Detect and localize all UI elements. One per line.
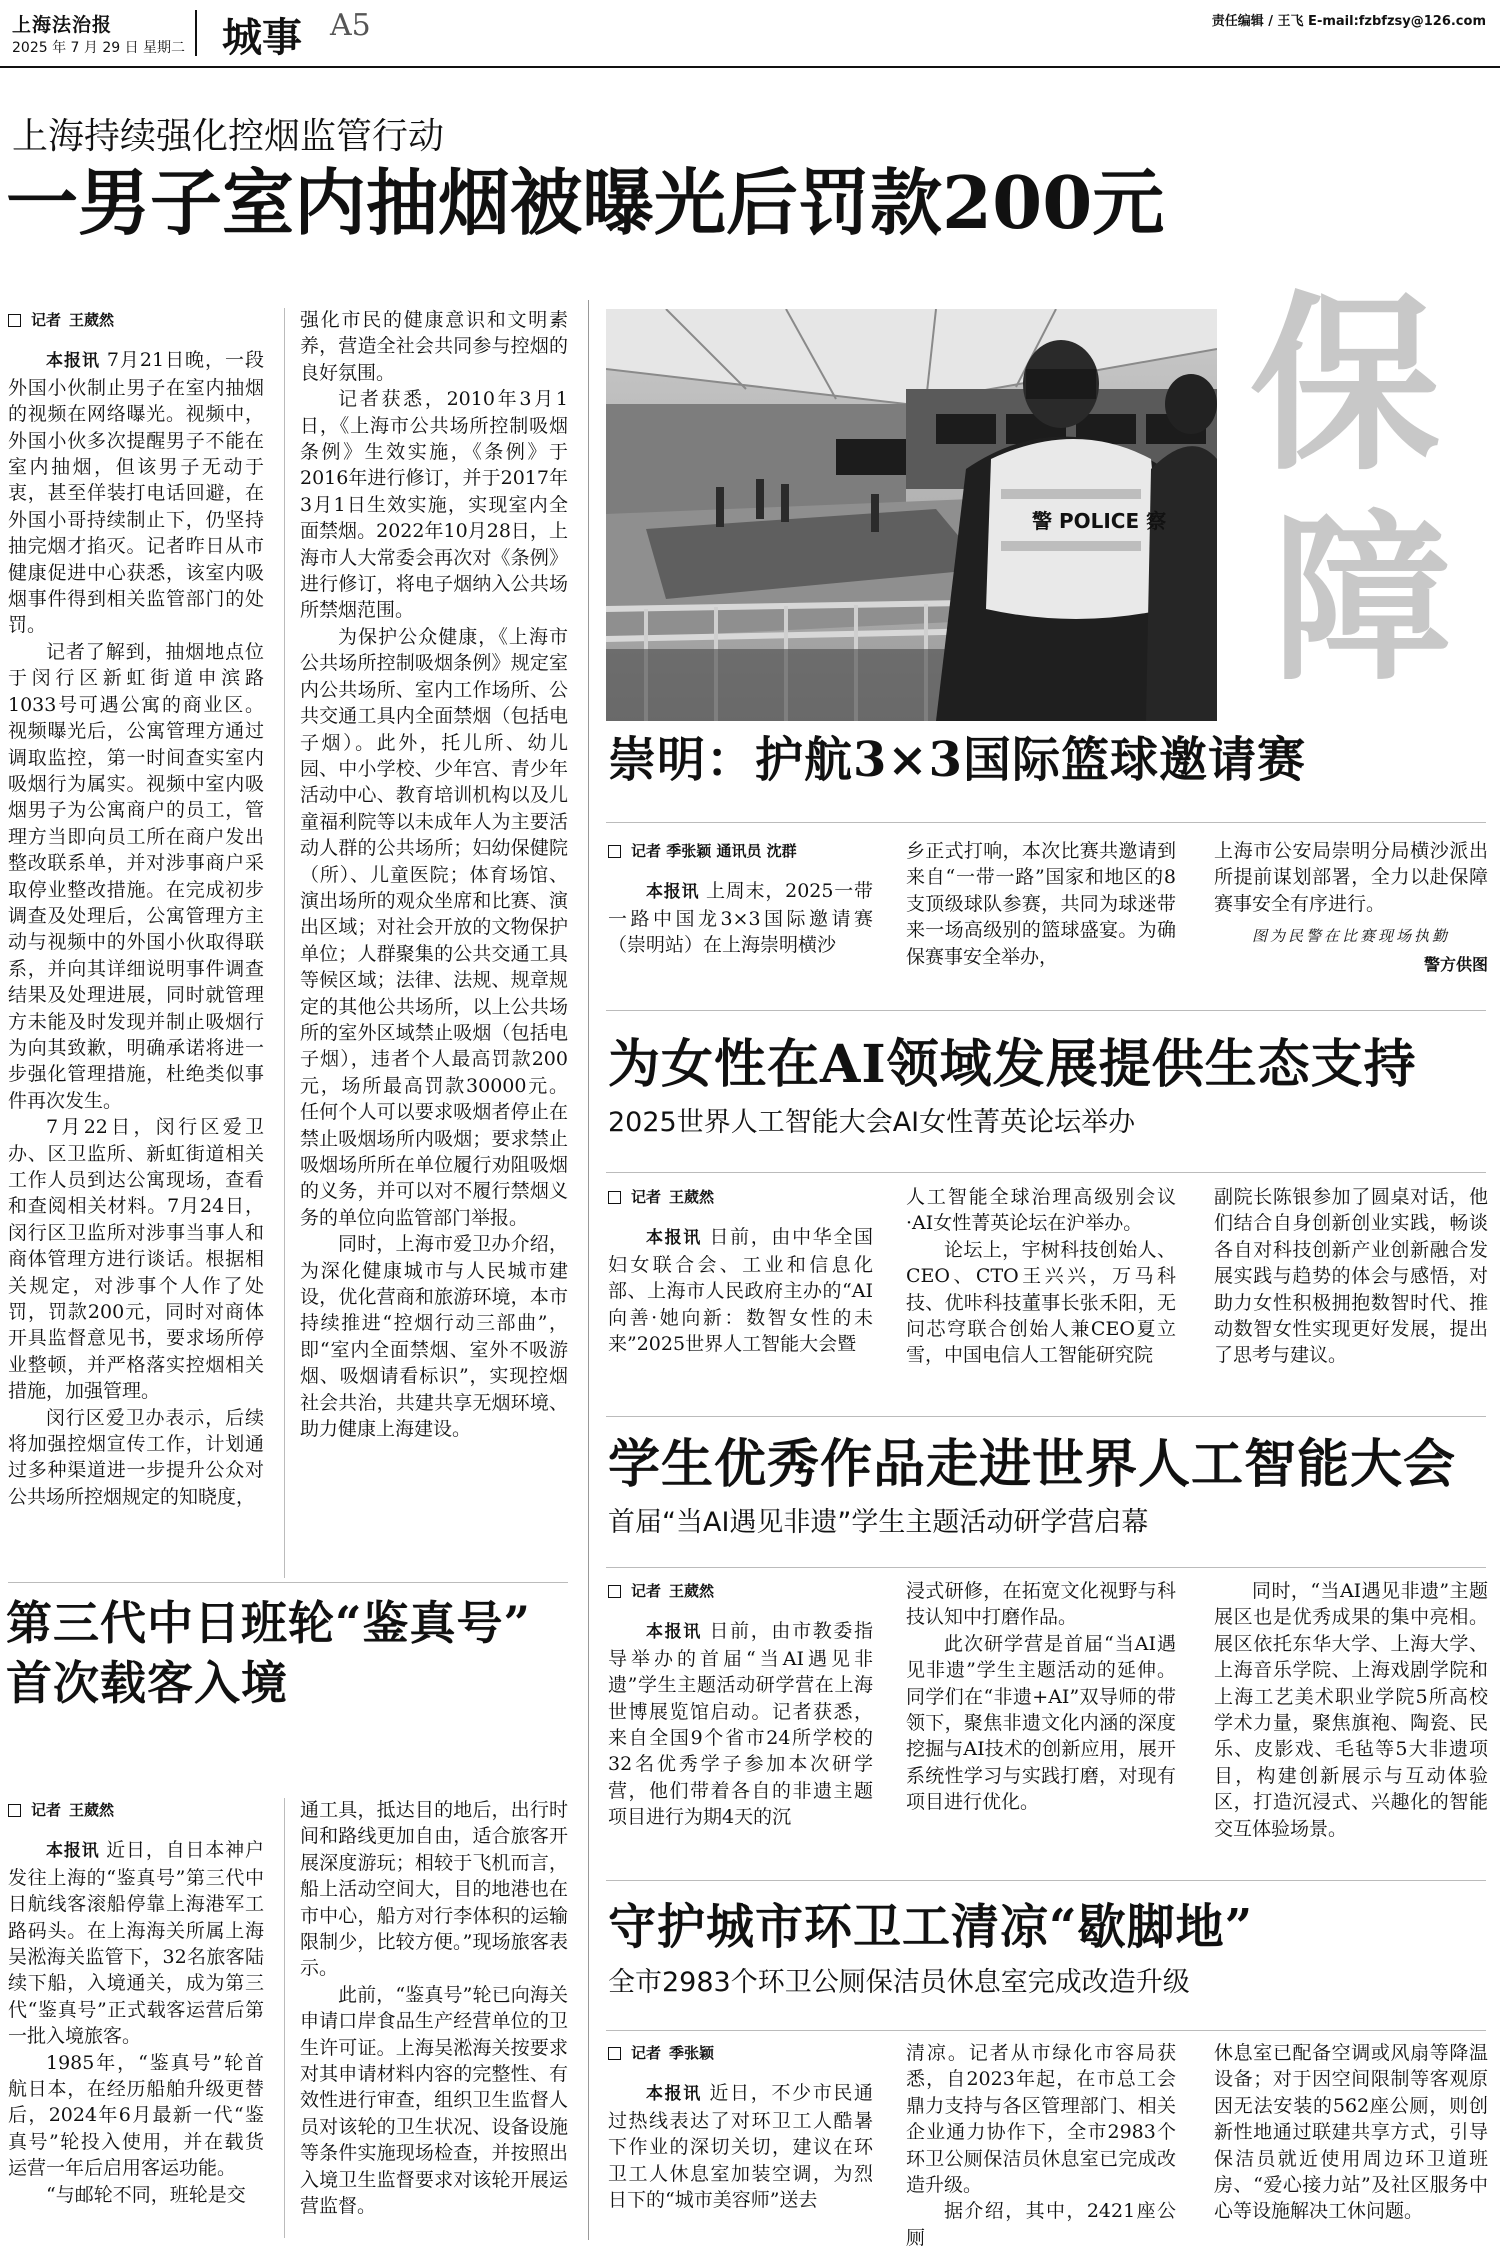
dateline-keyword: 本报讯 [46,1841,107,1862]
paragraph [8,1405,264,1511]
dateline-keyword: 本报讯 [46,351,107,372]
ai-women-col-2-body [906,1184,1176,1369]
paragraph [1214,1184,1488,1369]
basketball-rule [606,822,1486,823]
ship-col-2 [300,1797,568,2220]
ship-col-divider [284,1798,285,2238]
lead-col-2-body [300,307,568,1442]
calligraphy-zhang: 障 [1272,494,1453,705]
paragraph-text: 人工智能全球治理高级别会议·AI女性菁英论坛在沪举办。 [906,1186,1176,1235]
paragraph-text: 休息室已配备空调或风扇等降温设备；对于因空间限制等客观原因无法安装的562座公厕，则创新性地通过联建共享方式，引导保洁员就近使用周边环卫道班房、“爱心接力站”及社区服务中心等设施解决工休问题。 [1214,2042,1488,2223]
ai-women-rule [606,1172,1486,1173]
photo-caption: 图为民警在比赛现场执勤 [1251,927,1450,946]
sanitation-headline: 守护城市环卫工清凉“歇脚地” [608,1899,1254,1955]
paragraph [906,1184,1176,1237]
paragraph [1214,838,1488,917]
editor-info: 责任编辑 / 王飞 E-mail:fzbfzsy@126.com [1211,14,1486,29]
paragraph-text: 强化市民的健康意识和文明素养，营造全社会共同参与控烟的良好氛围。 [300,309,568,384]
lead-col-1-body [8,347,264,1510]
byline-square-icon [8,314,21,327]
paragraph-text: 1985年，“鉴真号”轮首航日本，在经历船舶升级更替后，2024年6月最新一代“鉴真号”轮投入使用，并在载货运营一年后启用客运功能。 [8,2051,264,2180]
basketball-col-1 [608,838,873,959]
paragraph-text: 日前，由中华全国妇女联合会、工业和信息化部、上海市人民政府主办的“AI向善·她向新：数智女性的未来”2025世界人工智能大会暨 [608,1226,873,1356]
sanitation-top-rule [606,1880,1486,1881]
calligraphy-bao: 保 [1250,273,1441,496]
paragraph [906,2198,1176,2251]
students-top-rule [606,1416,1486,1417]
paragraph [8,2050,264,2182]
paragraph [8,1114,264,1404]
paragraph [300,386,568,624]
lead-headline: 一男子室内抽烟被曝光后罚款200元 [6,160,1165,245]
paragraph-text: 上周末，2025一带一路中国龙3×3国际邀请赛（崇明站）在上海崇明横沙 [608,880,874,957]
page-column-divider [588,300,589,2240]
students-col-3-body [1214,1578,1488,1842]
ai-women-col-3-body [1214,1184,1488,1369]
sanitation-col-2 [906,2040,1176,2251]
lead-kicker: 上海持续强化控烟监管行动 [12,116,445,157]
paragraph-text: 乡正式打响，本次比赛共邀请到来自“一带一路”国家和地区的8支顶级球队参赛，共同为球迷带来一场高级别的篮球盛宴。为确保赛事安全举办， [906,840,1176,968]
paragraph-text: 论坛上，宇树科技创始人、CEO、CTO王兴兴，万马科技、优咔科技董事长张禾阳，无问芯穹联合创始人兼CEO夏立雪，中国电信人工智能研究院 [906,1238,1176,1367]
students-headline: 学生优秀作品走进世界人工智能大会 [608,1434,1457,1495]
students-rule [606,1567,1486,1568]
paragraph-text: 通工具，抵达目的地后，出行时间和路线更加自由，适合旅客开展深度游玩；相较于飞机而言，船上活动空间大，目的地港也在市中心，船方对行李体积的运输限制少，比较方便。”现场旅客表示。 [300,1799,568,1980]
ship-top-rule [8,1582,568,1583]
paragraph [906,1578,1176,1631]
paragraph [1214,1578,1488,1842]
paragraph [8,639,264,1114]
paragraph [8,2182,264,2208]
ai-women-col-2 [906,1184,1176,1369]
paragraph-text: 副院长陈银参加了圆桌对话，他们结合自身创新创业实践，畅谈各自对科技创新产业创新融合发展实践与趋势的体会与感悟，对助力女性积极拥抱数智时代、推动数智女性实现更好发展，提出了思考与建议。 [1214,1186,1488,1367]
paragraph-text: 日前，由市教委指导举办的首届“当AI遇见非遗”学生主题活动研学营在上海世博展览馆启动。记者获悉，来自全国9个省市24所学校的32名优秀学子参加本次研学营，他们带着各自的非遗主题项目进行为期4天的沉 [608,1620,873,1829]
students-col-1 [608,1578,873,1831]
byline-square-icon [608,2047,621,2060]
basketball-col-2 [906,838,1176,970]
police-photo [606,309,1217,721]
sanitation-col-1 [608,2040,873,2213]
paragraph-text: 7月21日晚，一段外国小伙制止男子在室内抽烟的视频在网络曝光。视频中，外国小伙多次提醒男子不能在室内抽烟，但该男子无动于衷，甚至佯装打电话回避，在外国小哥持续制止下，仍坚持抽完烟才掐灭。记者昨日从市健康促进中心获悉，该室内吸烟事件得到相关监管部门的处罚。 [8,349,265,637]
paragraph [906,1631,1176,1816]
paragraph-text: 闵行区爱卫办表示，后续将加强控烟宣传工作，计划通过多种渠道进一步提升公众对公共场所控烟规定的知晓度， [8,1406,264,1508]
paragraph-text: 上海市公安局崇明分局横沙派出所提前谋划部署，全力以赴保障赛事安全有序进行。 [1214,840,1488,915]
paragraph [906,2040,1176,2198]
ai-women-headline: 为女性在AI领域发展提供生态支持 [608,1034,1417,1095]
ship-headline-1: 第三代中日班轮“鉴真号” [6,1596,531,1650]
paragraph [608,878,873,958]
sanitation-col-3 [1214,2040,1488,2225]
sanitation-col-3-body [1214,2040,1488,2225]
paragraph [906,1237,1176,1369]
ship-byline: 记者 王葳然 [8,1797,264,1823]
sanitation-subhead: 全市2983个环卫公厕保洁员休息室完成改造升级 [608,1967,1190,1998]
paragraph-text: “与邮轮不同，班轮是交 [46,2183,246,2206]
lead-col-2 [300,307,568,1442]
paragraph [300,624,568,1231]
paragraph-text: 此次研学营是首届“当AI遇见非遗”学生主题活动的延伸。同学们在“非遗+AI”双导师的带领下，聚焦非遗文化内涵的深度挖掘与AI技术的创新应用，展开系统性学习与实践打磨，对现有项目进行优化。 [906,1632,1176,1814]
sanitation-col-2-body [906,2040,1176,2251]
paragraph-text: 7月22日，闵行区爱卫办、区卫监所、新虹街道相关工作人员到达公寓现场，查看和查阅相关材料。7月24日，闵行区卫监所对涉事当事人和商体管理方进行谈话。根据相关规定，对涉事个人作了处罚，罚款200元，同时对商体开具监督意见书，要求场所停业整顿，并严格落实控烟相关措施，加强管理。 [8,1116,264,1403]
paragraph [8,347,264,638]
paragraph-text: 同时，上海市爱卫办介绍，为深化健康城市与人民城市建设，优化营商和旅游环境，本市持续推进“控烟行动三部曲”，即“室内全面禁烟、室外不吸游烟、吸烟请看标识”，实现控烟社会共治，共建共享无烟环境、助力健康上海建设。 [300,1233,568,1441]
students-byline: 记者 王葳然 [608,1578,873,1604]
ai-women-top-rule [606,1010,1486,1011]
paragraph [300,307,568,386]
sanitation-col-1-body [608,2080,873,2213]
police-vest-text: 警 POLICE 察 [1032,509,1167,533]
paragraph-text: 浸式研修，在拓宽文化视野与科技认知中打磨作品。 [906,1580,1176,1629]
paragraph [608,1224,873,1357]
ai-women-subhead: 2025世界人工智能大会AI女性菁英论坛举办 [608,1107,1136,1138]
ai-women-col-1-body [608,1224,873,1357]
masthead-divider [195,10,197,56]
paragraph [608,2080,873,2213]
students-col-2 [906,1578,1176,1816]
paragraph-text: 记者获悉，2010年3月1日，《上海市公共场所控制吸烟条例》生效实施，《条例》于2016年进行修订，并于2017年3月1日生效实施，实现室内全面禁烟。2022年10月28日，上海市人大常委会再次对《条例》进行修订，将电子烟纳入公共场所禁烟范围。 [300,388,568,622]
paragraph [608,1618,873,1830]
page-number: A5 [330,8,371,43]
lead-col-divider [284,308,285,1578]
ship-headline-2: 首次载客入境 [6,1656,288,1710]
basketball-headline: 崇明：护航3×3国际篮球邀请赛 [608,732,1307,788]
byline-square-icon [608,1585,621,1598]
ship-col-1-body [8,1837,264,2208]
byline-square-icon [8,1804,21,1817]
paragraph [300,1982,568,2220]
masthead [0,0,1500,70]
dateline-keyword: 本报讯 [646,1622,710,1643]
paragraph-text: 据介绍，其中，2421座公厕 [906,2200,1176,2249]
paragraph [1214,2040,1488,2225]
photo-credit: 警方供图 [1423,954,1488,974]
issue-date: 2025 年 7 月 29 日 星期二 [12,40,186,56]
paragraph [300,1231,568,1442]
students-col-3 [1214,1578,1488,1842]
dateline-keyword: 本报讯 [646,882,707,903]
students-subhead: 首届“当AI遇见非遗”学生主题活动研学营启幕 [608,1507,1149,1538]
paragraph [8,1837,264,2049]
byline-square-icon [608,845,621,858]
dateline-keyword: 本报讯 [646,2084,710,2105]
basketball-col-1-body [608,878,873,958]
basketball-col-2-body [906,838,1176,970]
paragraph-text: 清凉。记者从市绿化市容局获悉，自2023年起，在市总工会鼎力支持与各区管理部门、相关企业通力协作下，全市2983个环卫公厕保洁员休息室已完成改造升级。 [906,2042,1176,2197]
paragraph [906,838,1176,970]
dateline-keyword: 本报讯 [646,1228,710,1249]
basketball-col-3 [1214,838,1488,978]
sanitation-byline: 记者 季张颖 [608,2040,873,2066]
paragraph-text: 此前，“鉴真号”轮已向海关申请口岸食品生产经营单位的卫生许可证。上海吴淞海关按要求对其申请材料内容的完整性、有效性进行审查，组织卫生监督人员对该轮的卫生状况、设备设施等条件实施现场检查，并按照出入境卫生监督要求对该轮开展运营监督。 [300,1983,568,2218]
paper-logo: 上海法治报 [12,14,113,36]
section-name: 城事 [222,14,302,61]
ai-women-byline: 记者 王葳然 [608,1184,873,1210]
basketball-col-3-body [1214,838,1488,917]
ship-col-2-body [300,1797,568,2220]
students-col-2-body [906,1578,1176,1816]
paragraph-text: 记者了解到，抽烟地点位于闵行区新虹街道申滨路1033号可遇公寓的商业区。视频曝光后，公寓管理方通过调取监控，第一时间查实室内吸烟行为属实。视频中室内吸烟男子为公寓商户的员工，管理方当即向员工所在商户发出整改联系单，并对涉事商户采取停业整改措施。在完成初步调查及处理后，公寓管理方主动与视频中的外国小伙取得联系，并向其详细说明事件调查结果及处理进展，同时就管理方未能及时发现并制止吸烟行为向其致歉，明确承诺将进一步强化管理措施，杜绝类似事件再次发生。 [8,640,264,1112]
paragraph-text: 近日，自日本神户发往上海的“鉴真号”第三代中日航线客滚船停靠上海港军工路码头。在上海海关所属上海吴淞海关监管下，32名旅客陆续下船，入境通关，成为第三代“鉴真号”正式载客运营后第一批入境旅客。 [8,1839,264,2048]
ai-women-col-1 [608,1184,873,1357]
ship-col-1 [8,1797,264,2208]
byline-square-icon [608,1191,621,1204]
lead-byline: 记者 王葳然 [8,307,264,333]
basketball-byline: 记者 季张颖 通讯员 沈群 [608,838,873,864]
paragraph [300,1797,568,1982]
sanitation-rule [606,2030,1486,2031]
lead-col-1 [8,307,264,1510]
masthead-rule [0,66,1500,68]
paragraph-text: 近日，不少市民通过热线表达了对环卫工人酷暑下作业的深切关切，建议在环卫工人休息室加装空调，为烈日下的“城市美容师”送去 [608,2082,873,2212]
paragraph-text: 同时，“当AI遇见非遗”主题展区也是优秀成果的集中亮相。展区依托东华大学、上海大学、上海音乐学院、上海戏剧学院和上海工艺美术职业学院5所高校学术力量，聚焦旗袍、陶瓷、民乐、皮影戏、毛毡等5大非遗项目，构建创新展示与互动体验区，打造沉浸式、兴趣化的智能交互体验场景。 [1214,1580,1488,1840]
students-col-1-body [608,1618,873,1830]
paragraph-text: 为保护公众健康，《上海市公共场所控制吸烟条例》规定室内公共场所、室内工作场所、公共交通工具内全面禁烟（包括电子烟）。此外，托儿所、幼儿园、中小学校、少年宫、青少年活动中心、教育培训机构以及儿童福利院等以未成年人为主要活动人群的公共场所；妇幼保健院（所）、儿童医院；体育场馆、演出场所的观众坐席和比赛、演出区域；对社会开放的文物保护单位；人群聚集的公共交通工具等候区域；法律、法规、规章规定的其他公共场所，以上公共场所的室外区域禁止吸烟（包括电子烟），违者个人最高罚款200元，场所最高罚款30000元。任何个人可以要求吸烟者停止在禁止吸烟场所内吸烟；要求禁止吸烟场所所在单位履行劝阻吸烟的义务，并可以对不履行禁烟义务的单位向监管部门举报。 [300,625,568,1229]
ai-women-col-3 [1214,1184,1488,1369]
